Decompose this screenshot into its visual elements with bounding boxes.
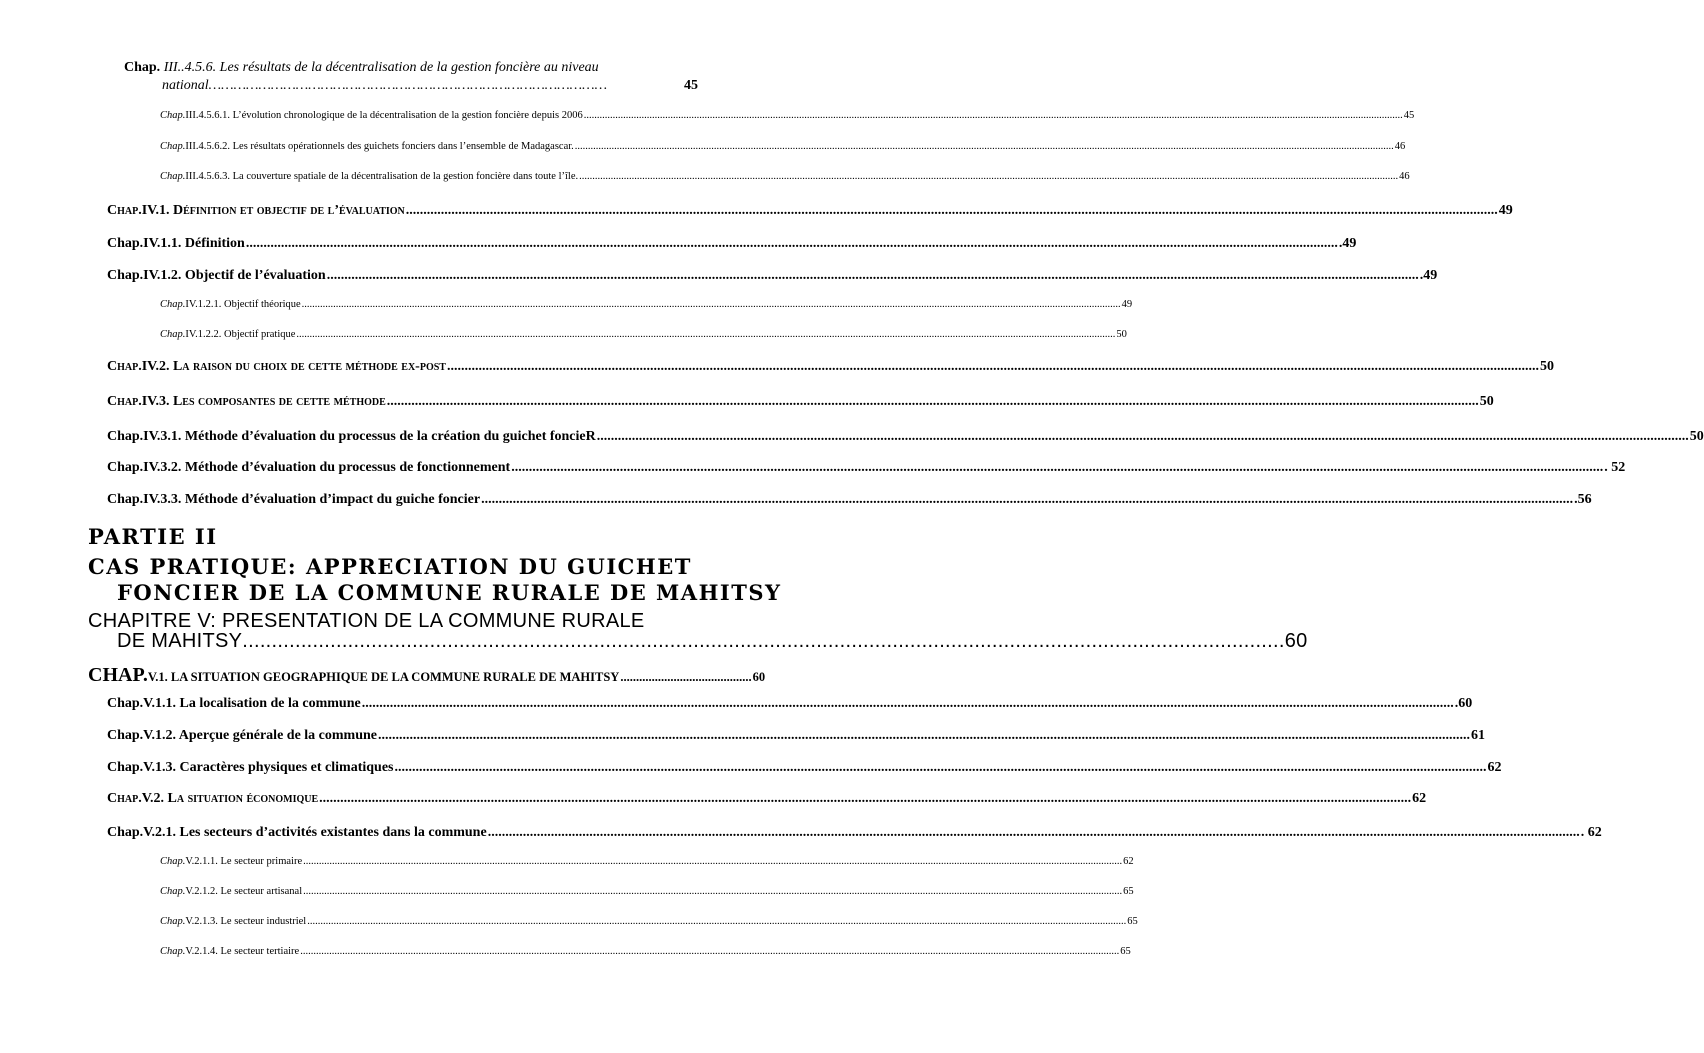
toc-prefix: Chap. xyxy=(124,60,161,75)
toc-leader xyxy=(302,299,1121,310)
toc-leader xyxy=(378,728,1470,744)
toc-title: Chap.V.1.1. La localisation de la commune xyxy=(107,696,361,711)
toc-entry-4-3-3[interactable] xyxy=(107,492,1592,508)
toc-prefix: CHAP. xyxy=(88,664,148,686)
toc-title: Chap.IV.1.1. Définition xyxy=(107,236,245,251)
toc-entry-4-1-2[interactable] xyxy=(107,268,1438,284)
toc-prefix: Chap. xyxy=(160,299,186,310)
toc-title: Chap.IV.3. Les composantes de cette méthode xyxy=(107,394,386,409)
toc-leader xyxy=(296,329,1115,340)
toc-page-number: 50 xyxy=(1689,429,1704,444)
toc-title: V.2.1.4. Le secteur tertiaire xyxy=(185,946,300,957)
toc-leader xyxy=(303,856,1122,867)
toc-page-number: 60 xyxy=(752,670,766,684)
part-title-line2: FONCIER DE LA COMMUNE RURALE DE MAHITSY xyxy=(117,580,782,605)
toc-page-number: .49 xyxy=(1419,268,1438,283)
toc-leader xyxy=(447,359,1539,375)
toc-entry-5-2-1-3[interactable] xyxy=(160,916,1138,927)
toc-prefix: Chap. xyxy=(160,329,186,340)
toc-page-number: 62 xyxy=(1487,760,1502,775)
toc-leader xyxy=(511,460,1603,476)
toc-entry-5-1[interactable] xyxy=(88,664,766,687)
toc-leader xyxy=(303,886,1122,897)
toc-leader xyxy=(327,268,1419,284)
toc-entry-4-1-1[interactable] xyxy=(107,236,1357,252)
toc-leader xyxy=(579,171,1398,182)
toc-prefix: Chap. xyxy=(160,171,186,182)
toc-leader xyxy=(481,492,1573,508)
toc-prefix: Chap. xyxy=(160,916,186,927)
toc-entry-chapter-5[interactable] xyxy=(117,630,1308,653)
toc-leader: .......................................... xyxy=(620,670,752,684)
toc-page-number: 50 xyxy=(1479,394,1494,409)
toc-page-number: 65 xyxy=(1127,916,1138,927)
toc-leader xyxy=(575,141,1394,152)
toc-title-line2: national…………………………………………………………………………………… xyxy=(162,78,608,93)
toc-page-number: 46 xyxy=(1399,171,1410,182)
toc-title: Chap.IV.3.2. Méthode d’évaluation du processus de fonctionnement xyxy=(107,460,511,475)
toc-title: Chap.IV.3.3. Méthode d’évaluation d’impact du guiche foncier xyxy=(107,492,481,507)
toc-entry-5-2-1-2[interactable] xyxy=(160,886,1134,897)
toc-leader xyxy=(488,825,1580,841)
toc-entry-4-1[interactable] xyxy=(107,203,1513,219)
toc-entry-5-1-3[interactable] xyxy=(107,760,1502,776)
toc-title: V.2.1.3. Le secteur industriel xyxy=(185,916,307,927)
toc-prefix: Chap. xyxy=(160,856,186,867)
toc-leader xyxy=(395,760,1487,776)
toc-page-number: 45 xyxy=(684,78,698,93)
toc-prefix: Chap. xyxy=(160,886,186,897)
toc-entry-4-1-2-1[interactable] xyxy=(160,299,1133,310)
toc-entry-5-2-1-1[interactable] xyxy=(160,856,1134,867)
toc-leader xyxy=(362,696,1454,712)
toc-entry-3-4-5-6-3[interactable] xyxy=(160,171,1410,182)
toc-entry-5-1-2[interactable] xyxy=(107,728,1485,744)
toc-title: V.1. LA SITUATION GEOGRAPHIQUE DE LA COMMUNE RURALE DE MAHITSY xyxy=(147,670,620,684)
toc-page-number: 61 xyxy=(1471,728,1485,743)
toc-title: Chap.IV.3.1. Méthode d’évaluation du processus de la création du guichet foncieR xyxy=(107,429,596,444)
toc-entry-3-4-5-6-2[interactable] xyxy=(160,141,1406,152)
toc-title: III.4.5.6.3. La couverture spatiale de la décentralisation de la gestion foncière dans toute l’île. xyxy=(185,171,579,182)
toc-entry-4-2[interactable] xyxy=(107,359,1554,375)
toc-page-number: 62 xyxy=(1123,856,1134,867)
toc-leader xyxy=(584,110,1403,121)
toc-title: Chap.IV.1. Définition et objectif de l’évaluation xyxy=(107,203,405,218)
chapter-title-line2: DE MAHITSY xyxy=(117,630,243,652)
toc-entry-5-2-1[interactable] xyxy=(107,825,1602,841)
toc-page-number: 50 xyxy=(1116,329,1127,340)
toc-title: Chap.V.2.1. Les secteurs d’activités existantes dans la commune xyxy=(107,825,487,840)
toc-leader xyxy=(387,394,1479,410)
toc-entry-5-2-1-4[interactable] xyxy=(160,946,1131,957)
toc-title: III.4.5.6.2. Les résultats opérationnels des guichets fonciers dans l’ensemble de Madagascar. xyxy=(185,141,574,152)
toc-leader xyxy=(300,946,1119,957)
chapter-title-line1: CHAPITRE V: PRESENTATION DE LA COMMUNE RURALE xyxy=(88,610,645,632)
toc-page-number: 50 xyxy=(1539,359,1554,374)
toc-page-number: 46 xyxy=(1394,141,1406,152)
toc-entry-4-3-2[interactable] xyxy=(107,460,1626,476)
toc-page-number: 62 xyxy=(1412,791,1427,806)
toc-title: III.4.5.6.1. L’évolution chronologique de la décentralisation de la gestion foncière depuis 2006 xyxy=(185,110,583,121)
toc-title: IV.1.2.1. Objectif théorique xyxy=(185,299,301,310)
toc-entry-5-2[interactable] xyxy=(107,791,1427,807)
toc-title: V.2.1.2. Le secteur artisanal xyxy=(185,886,303,897)
toc-title: Chap.V.2. La situation économique xyxy=(107,791,319,806)
toc-leader xyxy=(597,429,1689,445)
toc-page-number: .49 xyxy=(1338,236,1357,251)
toc-prefix: Chap. xyxy=(160,110,186,121)
toc-entry-5-1-1[interactable] xyxy=(107,696,1473,712)
toc-page-number: . 52 xyxy=(1604,460,1626,475)
toc-leader xyxy=(307,916,1126,927)
toc-entry-3-4-5-6-1[interactable] xyxy=(160,110,1415,121)
toc-entry-4-3-1[interactable] xyxy=(107,429,1704,445)
part-title-line1: CAS PRATIQUE: APPRECIATION DU GUICHET xyxy=(88,554,692,579)
toc-page-number: 65 xyxy=(1120,946,1131,957)
toc-page-number: 60 xyxy=(1284,630,1308,652)
toc-prefix: Chap. xyxy=(160,141,186,152)
toc-title-line1: III..4.5.6. Les résultats de la décentralisation de la gestion foncière au niveau xyxy=(163,60,599,75)
toc-leader xyxy=(319,791,1411,807)
toc-page-number: 45 xyxy=(1403,110,1415,121)
part-heading: PARTIE II xyxy=(88,524,218,549)
toc-page-number: .60 xyxy=(1454,696,1473,711)
toc-title: Chap.V.1.2. Aperçue générale de la commune xyxy=(107,728,377,743)
toc-page-number: . 62 xyxy=(1580,825,1602,840)
toc-leader xyxy=(246,236,1338,252)
toc-title: Chap.IV.2. La raison du choix de cette méthode ex-post xyxy=(107,359,446,374)
toc-page-number: .56 xyxy=(1574,492,1592,507)
toc-leader: .................................................................................................................................................................................. xyxy=(242,630,1285,652)
toc-title: IV.1.2.2. Objectif pratique xyxy=(185,329,296,340)
toc-page-number: 65 xyxy=(1123,886,1134,897)
toc-entry-4-1-2-2[interactable] xyxy=(160,329,1127,340)
toc-leader xyxy=(406,203,1498,219)
toc-page-number: 49 xyxy=(1498,203,1513,218)
toc-prefix: Chap. xyxy=(160,946,186,957)
toc-page-number: 49 xyxy=(1121,299,1133,310)
toc-entry-3-4-5-6[interactable] xyxy=(124,60,698,94)
toc-title: Chap.IV.1.2. Objectif de l’évaluation xyxy=(107,268,326,283)
toc-entry-4-3[interactable] xyxy=(107,394,1494,410)
toc-title: V.2.1.1. Le secteur primaire xyxy=(185,856,303,867)
toc-title: Chap.V.1.3. Caractères physiques et climatiques xyxy=(107,760,394,775)
